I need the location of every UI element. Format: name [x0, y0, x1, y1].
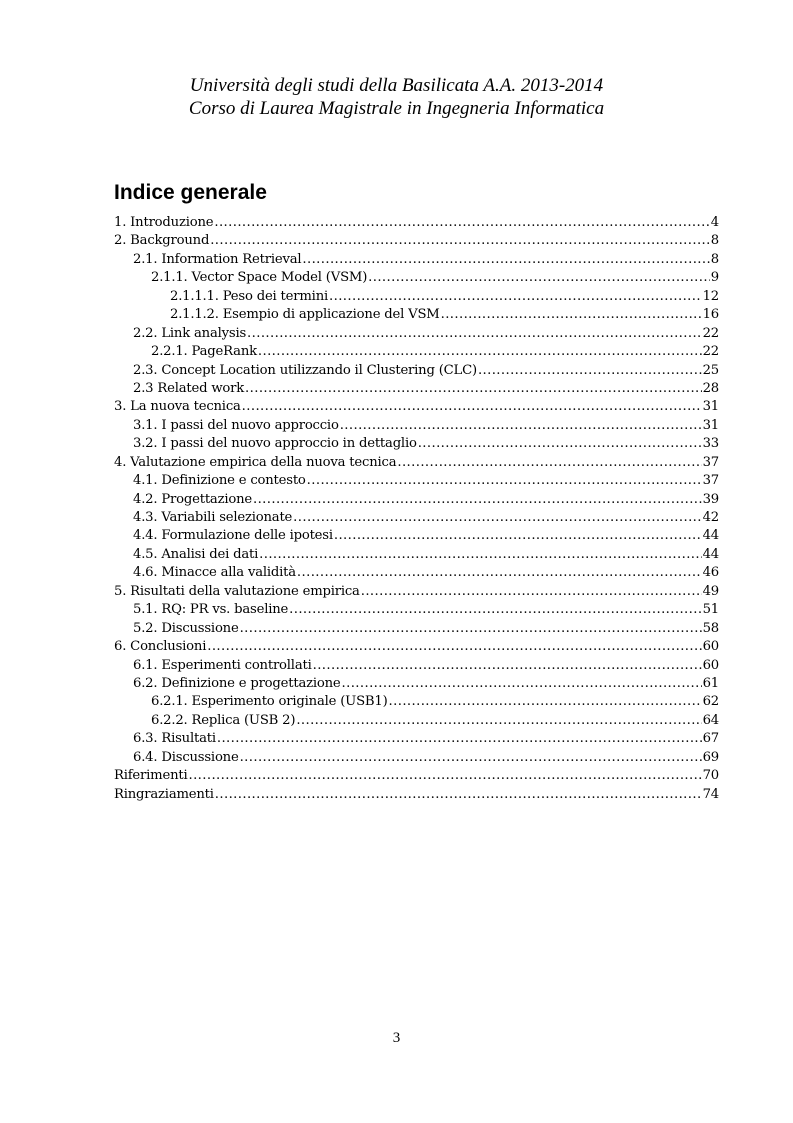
- toc-entry-label: 2.1.1.1. Peso dei termini: [170, 288, 329, 304]
- toc-dot-leader: [334, 527, 702, 545]
- toc-entry[interactable]: [114, 232, 719, 250]
- toc-entry-page: 25: [702, 362, 719, 378]
- toc-entry[interactable]: [114, 712, 719, 730]
- toc-entry[interactable]: [114, 527, 719, 545]
- toc-dot-leader: [441, 306, 702, 324]
- toc-entry-label: 5.2. Discussione: [133, 620, 239, 636]
- toc-entry-page: 46: [702, 565, 719, 581]
- toc-entry-page: 8: [710, 251, 719, 267]
- toc-entry[interactable]: [114, 325, 719, 343]
- toc-entry-label: 6.2.2. Replica (USB 2): [151, 712, 296, 728]
- header-course-line: Corso di Laurea Magistrale in Ingegneria Informatica: [188, 98, 605, 119]
- toc-entry-label: 4.4. Formulazione delle ipotesi: [133, 528, 333, 544]
- toc-entry-label: Riferimenti: [114, 768, 188, 784]
- toc-entry[interactable]: [114, 583, 719, 601]
- toc-entry-label: 5. Risultati della valutazione empirica: [114, 583, 360, 599]
- toc-entry[interactable]: [114, 435, 719, 453]
- toc-entry[interactable]: [114, 269, 719, 287]
- toc-entry-page: 44: [702, 546, 719, 562]
- toc-dot-leader: [296, 712, 701, 730]
- toc-entry[interactable]: [114, 362, 719, 380]
- toc-entry-label: 6.1. Esperimenti controllati: [133, 657, 312, 673]
- toc-entry-label: 3.1. I passi del nuovo approccio: [133, 417, 339, 433]
- toc-entry[interactable]: [114, 675, 719, 693]
- toc-entry-page: 31: [702, 417, 719, 433]
- toc-dot-leader: [397, 454, 701, 472]
- toc-entry-label: 4.5. Analisi dei dati: [133, 546, 259, 562]
- toc-entry[interactable]: [114, 380, 719, 398]
- toc-entry[interactable]: [114, 454, 719, 472]
- toc-dot-leader: [258, 343, 702, 361]
- toc-entry-page: 61: [702, 675, 719, 691]
- toc-entry-label: 2. Background: [114, 233, 210, 249]
- toc-entry-page: 42: [702, 510, 719, 525]
- toc-dot-leader: [389, 693, 702, 711]
- page-number: 3: [392, 1030, 401, 1046]
- toc-title: Indice generale: [114, 181, 267, 204]
- toc-entry-label: 3.2. I passi del nuovo approccio in dettaglio: [133, 436, 417, 452]
- toc-entry[interactable]: [114, 657, 719, 675]
- toc-entry-page: 70: [702, 768, 719, 784]
- toc-entry[interactable]: [114, 306, 719, 324]
- toc-entry[interactable]: [114, 786, 719, 804]
- toc-dot-leader: [340, 417, 702, 435]
- toc-dot-leader: [210, 232, 710, 250]
- toc-entry-page: 44: [702, 528, 719, 544]
- toc-entry[interactable]: [114, 509, 719, 527]
- toc-entry[interactable]: [114, 546, 719, 564]
- toc-dot-leader: [342, 675, 702, 693]
- toc-entry-page: 22: [702, 325, 719, 341]
- document-header: [0, 74, 793, 120]
- toc-entry-page: 16: [702, 307, 719, 323]
- toc-entry-label: 6.3. Risultati: [133, 731, 216, 747]
- toc-dot-leader: [418, 435, 702, 453]
- toc-dot-leader: [240, 620, 702, 638]
- toc-entry[interactable]: [114, 417, 719, 435]
- toc-entry[interactable]: [114, 398, 719, 416]
- toc-entry-page: 58: [702, 620, 719, 636]
- toc-entry-label: 4.6. Minacce alla validità: [133, 565, 296, 581]
- toc-entry[interactable]: [114, 288, 719, 306]
- toc-dot-leader: [245, 380, 702, 398]
- toc-entry-page: 22: [702, 344, 719, 360]
- toc-entry[interactable]: [114, 251, 719, 269]
- toc-entry-label: 2.1.1. Vector Space Model (VSM): [151, 270, 368, 286]
- toc-dot-leader: [214, 214, 709, 232]
- toc-dot-leader: [217, 730, 702, 748]
- toc-entry-page: 4: [710, 215, 719, 230]
- toc-dot-leader: [242, 398, 702, 416]
- toc-entry-label: 6.2. Definizione e progettazione: [133, 675, 341, 691]
- toc-entry-label: Ringraziamenti: [114, 786, 214, 802]
- toc-dot-leader: [329, 288, 702, 306]
- toc-entry[interactable]: [114, 693, 719, 711]
- toc-dot-leader: [259, 546, 701, 564]
- toc-entry[interactable]: [114, 601, 719, 619]
- toc-entry-page: 9: [710, 270, 719, 286]
- toc-entry-label: 2.2.1. PageRank: [151, 344, 257, 360]
- toc-entry-label: 4.3. Variabili selezionate: [133, 510, 293, 525]
- toc-dot-leader: [307, 472, 702, 490]
- toc-entry[interactable]: [114, 767, 719, 785]
- toc-dot-leader: [247, 325, 702, 343]
- toc-dot-leader: [289, 601, 701, 619]
- toc-entry-label: 2.3 Related work: [133, 380, 245, 396]
- toc-entry-page: 67: [702, 731, 719, 747]
- toc-entry-page: 37: [702, 473, 719, 489]
- header-university-line: Università degli studi della Basilicata A.A. 2013-2014: [189, 75, 604, 96]
- toc-entry[interactable]: [114, 491, 719, 509]
- toc-dot-leader: [188, 767, 701, 785]
- toc-entry-label: 1. Introduzione: [114, 215, 214, 230]
- toc-dot-leader: [361, 583, 702, 601]
- toc-dot-leader: [240, 749, 702, 767]
- toc-entry-page: 31: [702, 399, 719, 415]
- toc-entry-page: 69: [702, 749, 719, 765]
- toc-entry-page: 12: [702, 288, 719, 304]
- toc-dot-leader: [215, 786, 702, 804]
- toc-entry-label: 6. Conclusioni: [114, 639, 207, 655]
- toc-entry-label: 6.4. Discussione: [133, 749, 239, 765]
- toc-entry[interactable]: [114, 620, 719, 638]
- toc-entry[interactable]: [114, 564, 719, 582]
- toc-entry-page: 39: [702, 491, 719, 507]
- toc-entry[interactable]: [114, 730, 719, 748]
- toc-entry-page: 8: [710, 233, 719, 249]
- toc-dot-leader: [207, 638, 701, 656]
- toc-dot-leader: [253, 491, 702, 509]
- toc-entry-page: 62: [702, 694, 719, 710]
- toc-entry-label: 3. La nuova tecnica: [114, 399, 241, 415]
- toc-entry-page: 60: [702, 639, 719, 655]
- toc-entry[interactable]: [114, 749, 719, 767]
- toc-entry-label: 4.2. Progettazione: [133, 491, 252, 507]
- toc-entry-label: 2.3. Concept Location utilizzando il Clustering (CLC): [133, 362, 477, 378]
- toc-entry-label: 2.1. Information Retrieval: [133, 251, 302, 267]
- toc-entry-label: 5.1. RQ: PR vs. baseline: [133, 602, 289, 618]
- toc-entry-label: 2.1.1.2. Esempio di applicazione del VSM: [170, 307, 440, 323]
- toc-dot-leader: [478, 362, 702, 380]
- table-of-contents: [114, 214, 719, 804]
- toc-entry-page: 37: [702, 454, 719, 470]
- toc-entry[interactable]: [114, 214, 719, 232]
- toc-entry-label: 6.2.1. Esperimento originale (USB1): [151, 694, 388, 710]
- toc-entry-label: 2.2. Link analysis: [133, 325, 247, 341]
- toc-entry-page: 28: [702, 380, 719, 396]
- toc-dot-leader: [302, 251, 709, 269]
- toc-entry-page: 51: [702, 602, 719, 618]
- toc-entry[interactable]: [114, 638, 719, 656]
- toc-entry-page: 33: [702, 436, 719, 452]
- toc-entry-page: 49: [702, 583, 719, 599]
- toc-entry-page: 74: [702, 786, 719, 802]
- toc-entry[interactable]: [114, 472, 719, 490]
- toc-dot-leader: [313, 657, 702, 675]
- toc-entry-label: 4.1. Definizione e contesto: [133, 473, 306, 489]
- toc-dot-leader: [297, 564, 702, 582]
- toc-dot-leader: [368, 269, 710, 287]
- toc-entry-page: 60: [702, 657, 719, 673]
- toc-dot-leader: [293, 509, 701, 527]
- toc-entry[interactable]: [114, 343, 719, 361]
- toc-entry-label: 4. Valutazione empirica della nuova tecnica: [114, 454, 397, 470]
- toc-entry-page: 64: [702, 712, 719, 728]
